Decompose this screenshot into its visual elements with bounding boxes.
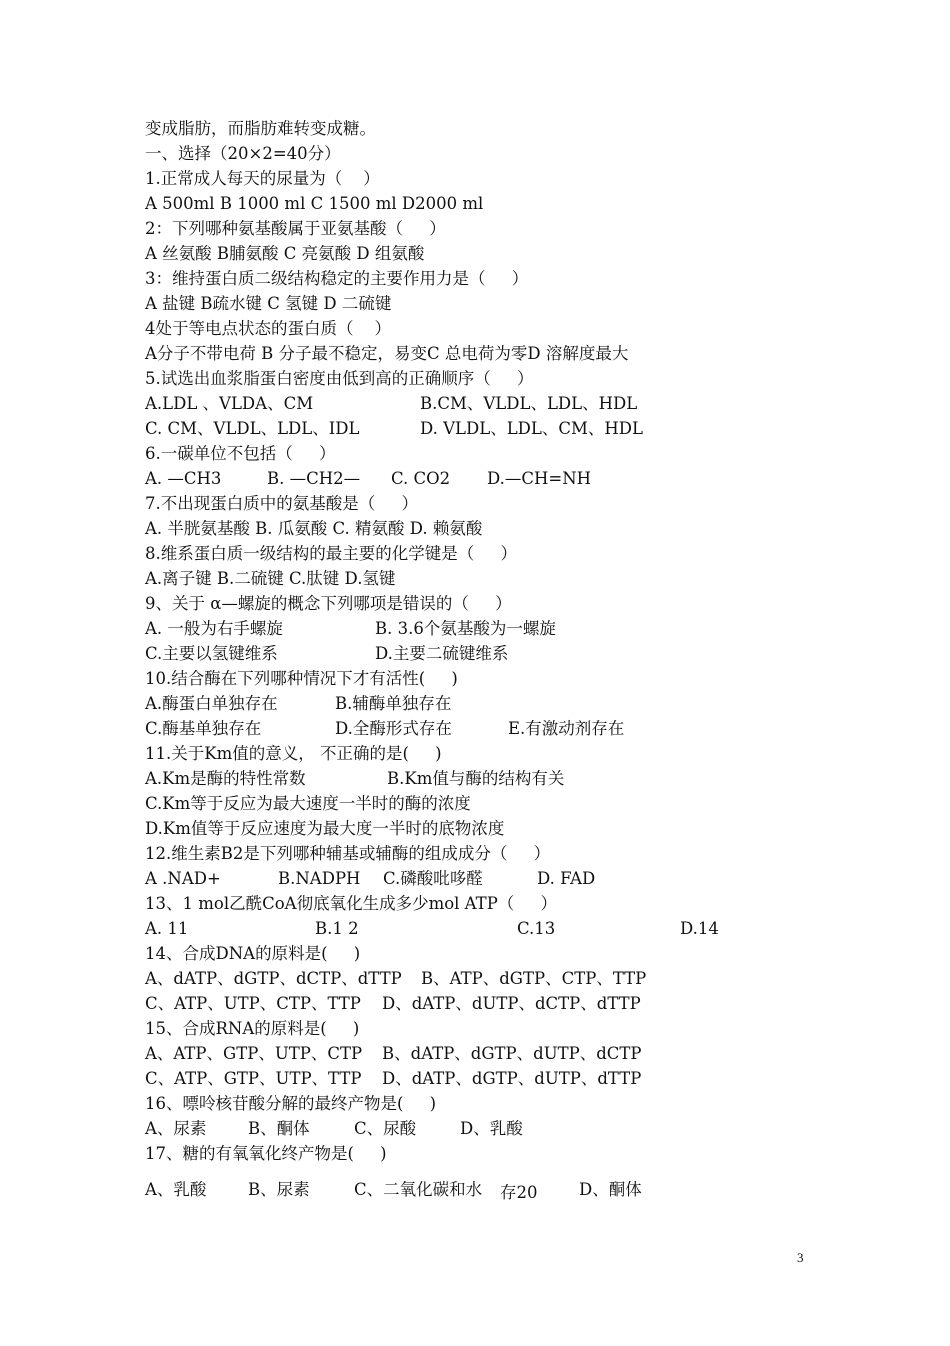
option-a: A. —CH3 xyxy=(145,469,222,488)
options-14-row-2 xyxy=(145,992,641,1016)
options-2: A 丝氨酸 B脯氨酸 C 亮氨酸 D 组氨酸 xyxy=(145,244,425,263)
option-b: B. 3.6个氨基酸为一螺旋 xyxy=(375,619,556,638)
question-15: 15、合成RNA的原料是( ) xyxy=(145,1019,360,1038)
question-11: 11.关于Km值的意义， 不正确的是( ) xyxy=(145,744,442,763)
options-10-row-1 xyxy=(145,692,452,716)
option-a: A.Km是酶的特性常数 xyxy=(145,769,306,788)
option-a: A. 一般为右手螺旋 xyxy=(145,619,283,638)
option-d: D. FAD xyxy=(537,869,596,888)
question-17: 17、糖的有氧氧化终产物是( ) xyxy=(145,1144,387,1163)
option-a: A、乳酸 xyxy=(145,1180,207,1199)
question-10: 10.结合酶在下列哪种情况下才有活性( ) xyxy=(145,669,458,688)
options-9-row-2 xyxy=(145,642,509,666)
option-a: A、ATP、GTP、UTP、CTP xyxy=(145,1044,363,1063)
option-a: A、dATP、dGTP、dCTP、dTTP xyxy=(145,969,402,988)
question-4: 4处于等电点状态的蛋白质（ ） xyxy=(145,319,391,338)
question-12: 12.维生素B2是下列哪种辅基或辅酶的组成成分（ ） xyxy=(145,844,551,863)
options-11-d: D.Km值等于反应速度为最大度一半时的底物浓度 xyxy=(145,819,505,838)
options-5-row-1 xyxy=(145,392,638,416)
options-3: A 盐键 B疏水键 C 氢键 D 二硫键 xyxy=(145,294,392,313)
option-a: A. 11 xyxy=(145,919,189,938)
question-16: 16、嘌呤核苷酸分解的最终产物是( ) xyxy=(145,1094,437,1113)
option-b: B、尿素 xyxy=(248,1180,310,1199)
option-b: B、dATP、dGTP、dUTP、dCTP xyxy=(382,1044,642,1063)
option-c: C、ATP、UTP、CTP、TTP xyxy=(145,994,361,1013)
option-d: D、dATP、dUTP、dCTP、dTTP xyxy=(382,994,641,1013)
option-c: C、二氧化碳和水 xyxy=(354,1180,483,1199)
option-c: C、ATP、GTP、UTP、TTP xyxy=(145,1069,362,1088)
question-5: 5.试选出血浆脂蛋白密度由低到高的正确顺序（ ） xyxy=(145,369,534,388)
question-6: 6.一碳单位不包括（ ） xyxy=(145,444,336,463)
option-e: E.有激动剂存在 xyxy=(508,719,625,738)
options-15-row-2 xyxy=(145,1067,642,1091)
options-4: A分子不带电荷 B 分子最不稳定，易变C 总电荷为零D 溶解度最大 xyxy=(145,344,629,363)
option-d: D. VLDL、LDL、CM、HDL xyxy=(420,419,643,438)
option-a: A .NAD+ xyxy=(145,869,221,888)
options-13 xyxy=(145,917,719,941)
option-b: B.1 2 xyxy=(315,919,359,938)
question-7: 7.不出现蛋白质中的氨基酸是（ ） xyxy=(145,494,418,513)
question-3: 3：维持蛋白质二级结构稳定的主要作用力是（ ） xyxy=(145,269,529,288)
options-15-row-1 xyxy=(145,1042,642,1066)
option-c: C.13 xyxy=(517,919,556,938)
options-8: A.离子键 B.二硫键 C.肽键 D.氢键 xyxy=(145,569,396,588)
option-b: B.辅酶单独存在 xyxy=(335,694,452,713)
option-b: B.Km值与酶的结构有关 xyxy=(387,769,565,788)
question-2: 2：下列哪种氨基酸属于亚氨基酸（ ） xyxy=(145,219,446,238)
question-13: 13、1 mol乙酰CoA彻底氧化生成多少mol ATP（ ） xyxy=(145,894,558,913)
section-heading: 一、选择（20×2=40分） xyxy=(145,144,341,163)
page-number: 3 xyxy=(797,1250,804,1265)
options-16 xyxy=(145,1117,523,1141)
options-7: A. 半胱氨基酸 B. 瓜氨酸 C. 精氨酸 D. 赖氨酸 xyxy=(145,519,483,538)
option-d: D、乳酸 xyxy=(460,1119,523,1138)
options-6 xyxy=(145,467,592,491)
overlapping-text: 存20 xyxy=(500,1183,538,1202)
options-10-row-2 xyxy=(145,717,625,741)
question-9: 9、关于 α—螺旋的概念下列哪项是错误的（ ） xyxy=(145,594,512,613)
options-11-row-1 xyxy=(145,767,565,791)
option-d: D.14 xyxy=(680,919,719,938)
text-line: 变成脂肪，而脂肪难转变成糖。 xyxy=(145,119,376,138)
question-8: 8.维系蛋白质一级结构的最主要的化学键是（ ） xyxy=(145,544,517,563)
option-c: C. CM、VLDL、LDL、IDL xyxy=(145,419,360,438)
options-11-c: C.Km等于反应为最大速度一半时的酶的浓度 xyxy=(145,794,471,813)
option-d: D、酮体 xyxy=(579,1180,642,1199)
option-b: B.NADPH xyxy=(278,869,361,888)
options-12 xyxy=(145,867,596,891)
option-a: A.LDL 、VLDA、CM xyxy=(145,394,314,413)
options-1: A 500ml B 1000 ml C 1500 ml D2000 ml xyxy=(145,194,484,213)
question-1: 1.正常成人每天的尿量为（ ） xyxy=(145,169,380,188)
options-5-row-2 xyxy=(145,417,643,441)
option-c: C.酶基单独存在 xyxy=(145,719,262,738)
option-c: C. CO2 xyxy=(391,469,451,488)
option-d: D.主要二硫键维系 xyxy=(375,644,509,663)
option-b: B. —CH2— xyxy=(267,469,361,488)
option-d: D.—CH=NH xyxy=(487,469,592,488)
options-17 xyxy=(145,1178,642,1202)
option-c: C.主要以氢键维系 xyxy=(145,644,278,663)
option-b: B、酮体 xyxy=(248,1119,310,1138)
option-c: C.磷酸吡哆醛 xyxy=(383,869,483,888)
options-9-row-1 xyxy=(145,617,556,641)
option-a: A.酶蛋白单独存在 xyxy=(145,694,278,713)
question-14: 14、合成DNA的原料是( ) xyxy=(145,944,361,963)
option-d: D.全酶形式存在 xyxy=(335,719,452,738)
option-b: B.CM、VLDL、LDL、HDL xyxy=(420,394,638,413)
option-d: D、dATP、dGTP、dUTP、dTTP xyxy=(382,1069,642,1088)
option-c: C、尿酸 xyxy=(354,1119,417,1138)
option-a: A、尿素 xyxy=(145,1119,207,1138)
options-14-row-1 xyxy=(145,967,647,991)
option-b: B、ATP、dGTP、CTP、TTP xyxy=(421,969,647,988)
